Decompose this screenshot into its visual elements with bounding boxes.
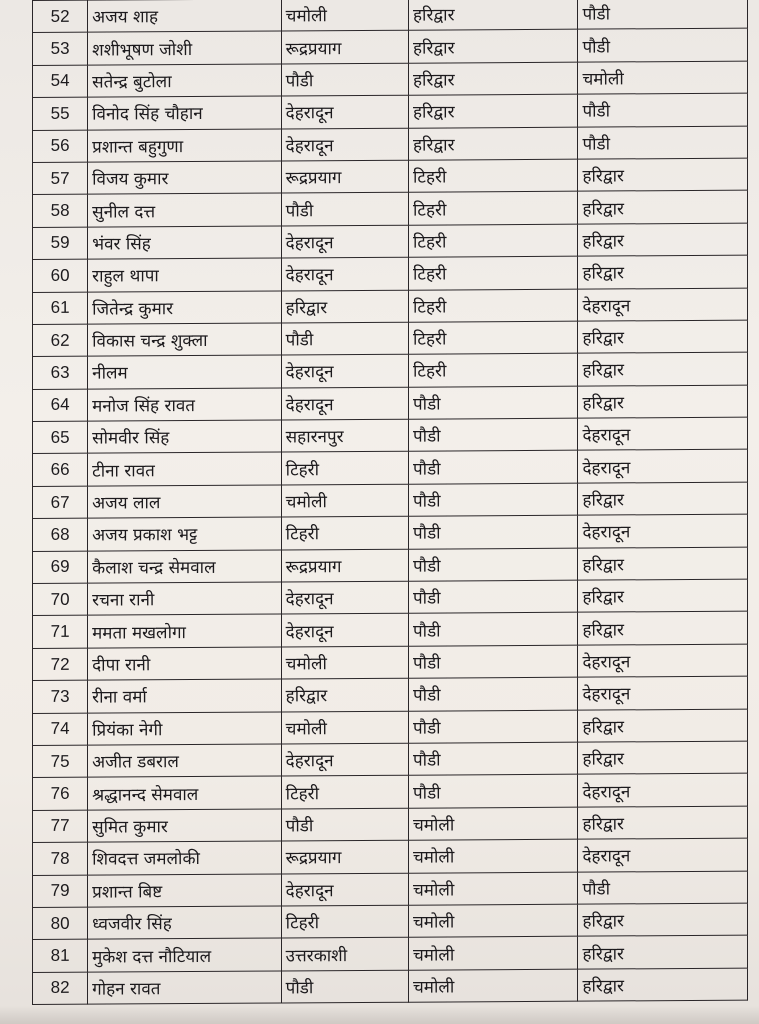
serial-number-cell: 59 (33, 227, 88, 260)
table-row (33, 838, 748, 875)
table-body (33, 0, 748, 1005)
current-posting-cell: रूद्रप्रयाग (281, 549, 408, 582)
employee-name-cell: अजय लाल (88, 485, 282, 519)
serial-number-cell: 80 (33, 907, 88, 940)
employee-name-cell: सुमित कुमार (88, 809, 282, 843)
table-row (33, 190, 748, 227)
serial-number-cell: 67 (33, 486, 88, 519)
employee-name-cell: रचना रानी (88, 582, 282, 616)
current-posting-cell: हरिद्वार (281, 290, 408, 323)
employee-name-cell: विनोद सिंह चौहान (88, 96, 282, 130)
table-row (33, 417, 748, 454)
transfer-district-cell: टिहरी (409, 289, 578, 322)
alternate-district-cell: हरिद्वार (578, 320, 748, 353)
page-edge-shadow (0, 1006, 759, 1024)
employee-name-cell: सतेन्द्र बुटोला (88, 64, 282, 98)
current-posting-cell: देहरादून (281, 354, 408, 387)
current-posting-cell: उत्तरकाशी (281, 938, 408, 971)
current-posting-cell: चमोली (281, 646, 408, 679)
employee-name-cell: ध्वजवीर सिंह (88, 906, 282, 940)
table-row (33, 255, 748, 292)
serial-number-cell: 78 (33, 842, 88, 875)
transfer-district-cell: पौडी (409, 613, 578, 646)
serial-number-cell: 69 (33, 551, 88, 584)
current-posting-cell: टिहरी (281, 905, 408, 938)
table-row (33, 450, 748, 487)
serial-number-cell: 70 (33, 583, 88, 616)
current-posting-cell: देहरादून (281, 257, 408, 290)
serial-number-cell: 58 (33, 195, 88, 228)
table-row (33, 126, 748, 163)
serial-number-cell: 82 (33, 972, 88, 1005)
current-posting-cell: टिहरी (281, 516, 408, 549)
alternate-district-cell: हरिद्वार (578, 385, 748, 418)
current-posting-cell: पौडी (281, 193, 408, 226)
table-row (33, 320, 748, 357)
current-posting-cell: टिहरी (281, 452, 408, 485)
table-row (33, 61, 748, 98)
table-row (33, 352, 748, 389)
current-posting-cell: रूद्रप्रयाग (281, 31, 408, 64)
table-row (33, 0, 748, 33)
table-row (33, 223, 748, 260)
alternate-district-cell: देहरादून (578, 514, 748, 547)
serial-number-cell: 53 (33, 33, 88, 66)
table-row (33, 612, 748, 649)
alternate-district-cell: हरिद्वार (578, 223, 748, 256)
serial-number-cell: 52 (33, 0, 88, 33)
employee-name-cell: जितेन्द्र कुमार (88, 290, 282, 324)
employee-name-cell: रीना वर्मा (88, 679, 282, 713)
employee-name-cell: मनोज सिंह रावत (88, 388, 282, 422)
alternate-district-cell: देहरादून (578, 676, 748, 709)
employee-name-cell: श्रद्धानन्द सेमवाल (88, 776, 282, 810)
alternate-district-cell: देहरादून (578, 644, 748, 677)
alternate-district-cell: देहरादून (578, 774, 748, 807)
alternate-district-cell: पौडी (578, 93, 748, 126)
alternate-district-cell: हरिद्वार (578, 709, 748, 742)
current-posting-cell: पौडी (281, 322, 408, 355)
transfer-district-cell: पौडी (409, 645, 578, 678)
table-row (33, 741, 748, 778)
serial-number-cell: 62 (33, 324, 88, 357)
transfer-district-cell: पौडी (409, 710, 578, 743)
serial-number-cell: 66 (33, 454, 88, 487)
alternate-district-cell: हरिद्वार (578, 741, 748, 774)
table-row (33, 385, 748, 422)
employee-name-cell: भंवर सिंह (88, 226, 282, 260)
serial-number-cell: 56 (33, 130, 88, 163)
table-row (33, 676, 748, 713)
alternate-district-cell: देहरादून (578, 450, 748, 483)
employee-name-cell: टीना रावत (88, 452, 282, 486)
current-posting-cell: चमोली (281, 484, 408, 517)
transfer-district-cell: चमोली (409, 936, 578, 969)
serial-number-cell: 65 (33, 421, 88, 454)
current-posting-cell: देहरादून (281, 128, 408, 161)
alternate-district-cell: देहरादून (578, 288, 748, 321)
serial-number-cell: 61 (33, 292, 88, 325)
serial-number-cell: 64 (33, 389, 88, 422)
alternate-district-cell: हरिद्वार (578, 482, 748, 515)
transfer-district-cell: चमोली (409, 969, 578, 1002)
table-row (33, 288, 748, 325)
current-posting-cell: पौडी (281, 808, 408, 841)
alternate-district-cell: हरिद्वार (578, 903, 748, 936)
table-row (33, 903, 748, 940)
transfer-district-cell: पौडी (409, 677, 578, 710)
current-posting-cell: देहरादून (281, 581, 408, 614)
employee-name-cell: अजीत डबराल (88, 744, 282, 778)
employee-name-cell: गोहन रावत (88, 971, 282, 1005)
serial-number-cell: 77 (33, 810, 88, 843)
transfer-district-cell: पौडी (409, 515, 578, 548)
transfer-district-cell: पौडी (409, 548, 578, 581)
serial-number-cell: 79 (33, 875, 88, 908)
current-posting-cell: सहारनपुर (281, 419, 408, 452)
transfer-district-cell: चमोली (409, 839, 578, 872)
transfer-district-cell: हरिद्वार (409, 127, 578, 160)
serial-number-cell: 73 (33, 680, 88, 713)
transfer-district-cell: पौडी (409, 418, 578, 451)
table-row (33, 968, 748, 1005)
alternate-district-cell: हरिद्वार (578, 806, 748, 839)
current-posting-cell: रूद्रप्रयाग (281, 160, 408, 193)
transfer-district-cell: हरिद्वार (409, 62, 578, 95)
serial-number-cell: 57 (33, 162, 88, 195)
current-posting-cell: देहरादून (281, 743, 408, 776)
employee-name-cell: प्रशान्त बहुगुणा (88, 129, 282, 163)
employee-name-cell: दीपा रानी (88, 647, 282, 681)
employee-name-cell: विजय कुमार (88, 161, 282, 195)
current-posting-cell: पौडी (281, 63, 408, 96)
table-row (33, 482, 748, 519)
serial-number-cell: 54 (33, 65, 88, 98)
transfer-district-cell: पौडी (409, 451, 578, 484)
table-row (33, 935, 748, 972)
employee-name-cell: विकास चन्द्र शुक्ला (88, 323, 282, 357)
current-posting-cell: हरिद्वार (281, 678, 408, 711)
transfer-district-cell: टिहरी (409, 224, 578, 257)
employee-name-cell: नीलम (88, 355, 282, 389)
table-row (33, 29, 748, 66)
table-row (33, 93, 748, 130)
alternate-district-cell: चमोली (578, 61, 748, 94)
transfer-district-cell: हरिद्वार (409, 94, 578, 127)
employee-name-cell: कैलाश चन्द्र सेमवाल (88, 550, 282, 584)
serial-number-cell: 81 (33, 939, 88, 972)
current-posting-cell: देहरादून (281, 225, 408, 258)
current-posting-cell: देहरादून (281, 614, 408, 647)
alternate-district-cell: हरिद्वार (578, 579, 748, 612)
transfer-district-cell: पौडी (409, 386, 578, 419)
transfer-district-cell: पौडी (409, 775, 578, 808)
current-posting-cell: देहरादून (281, 387, 408, 420)
employee-name-cell: शिवदत्त जमलोकी (88, 841, 282, 875)
employee-name-cell: राहुल थापा (88, 258, 282, 292)
serial-number-cell: 76 (33, 778, 88, 811)
transfer-district-cell: चमोली (409, 807, 578, 840)
current-posting-cell: देहरादून (281, 873, 408, 906)
serial-number-cell: 71 (33, 616, 88, 649)
employee-name-cell: ममता मखलोगा (88, 614, 282, 648)
table-row (33, 547, 748, 584)
serial-number-cell: 72 (33, 648, 88, 681)
employee-name-cell: मुकेश दत्त नौटियाल (88, 938, 282, 972)
alternate-district-cell: पौडी (578, 0, 748, 30)
transfer-district-cell: टिहरी (409, 192, 578, 225)
table-row (33, 871, 748, 908)
transfer-district-cell: पौडी (409, 580, 578, 613)
alternate-district-cell: पौडी (578, 871, 748, 904)
serial-number-cell: 55 (33, 97, 88, 130)
employee-name-cell: अजय प्रकाश भट्ट (88, 517, 282, 551)
alternate-district-cell: पौडी (578, 126, 748, 159)
alternate-district-cell: देहरादून (578, 838, 748, 871)
table-row (33, 709, 748, 746)
current-posting-cell: चमोली (281, 0, 408, 31)
transfer-district-cell: टिहरी (409, 159, 578, 192)
transfer-district-cell: चमोली (409, 872, 578, 905)
transfer-district-cell: हरिद्वार (409, 30, 578, 63)
alternate-district-cell: पौडी (578, 29, 748, 62)
serial-number-cell: 75 (33, 745, 88, 778)
alternate-district-cell: देहरादून (578, 417, 748, 450)
transfer-district-cell: टिहरी (409, 353, 578, 386)
current-posting-cell: टिहरी (281, 776, 408, 809)
transfer-district-cell: टिहरी (409, 256, 578, 289)
table-row (33, 514, 748, 551)
transfer-district-cell: पौडी (409, 742, 578, 775)
transfer-district-cell: पौडी (409, 483, 578, 516)
alternate-district-cell: हरिद्वार (578, 190, 748, 223)
transfer-table (32, 0, 748, 1005)
employee-name-cell: अजय शाह (88, 0, 282, 33)
alternate-district-cell: हरिद्वार (578, 612, 748, 645)
transfer-district-cell: हरिद्वार (409, 0, 578, 31)
employee-name-cell: सुनील दत्त (88, 193, 282, 227)
current-posting-cell: देहरादून (281, 95, 408, 128)
table-row (33, 774, 748, 811)
current-posting-cell: चमोली (281, 711, 408, 744)
table-row (33, 644, 748, 681)
alternate-district-cell: हरिद्वार (578, 968, 748, 1001)
serial-number-cell: 60 (33, 259, 88, 292)
table-row (33, 806, 748, 843)
serial-number-cell: 68 (33, 518, 88, 551)
alternate-district-cell: हरिद्वार (578, 158, 748, 191)
alternate-district-cell: हरिद्वार (578, 255, 748, 288)
alternate-district-cell: हरिद्वार (578, 935, 748, 968)
employee-name-cell: प्रियंका नेगी (88, 712, 282, 746)
table-row (33, 579, 748, 616)
current-posting-cell: पौडी (281, 970, 408, 1003)
employee-name-cell: शशीभूषण जोशी (88, 31, 282, 65)
serial-number-cell: 74 (33, 713, 88, 746)
alternate-district-cell: हरिद्वार (578, 547, 748, 580)
serial-number-cell: 63 (33, 356, 88, 389)
employee-name-cell: सोमवीर सिंह (88, 420, 282, 454)
table-row (33, 158, 748, 195)
transfer-district-cell: टिहरी (409, 321, 578, 354)
employee-name-cell: प्रशान्त बिष्ट (88, 874, 282, 908)
current-posting-cell: रूद्रप्रयाग (281, 840, 408, 873)
alternate-district-cell: हरिद्वार (578, 352, 748, 385)
transfer-district-cell: चमोली (409, 904, 578, 937)
